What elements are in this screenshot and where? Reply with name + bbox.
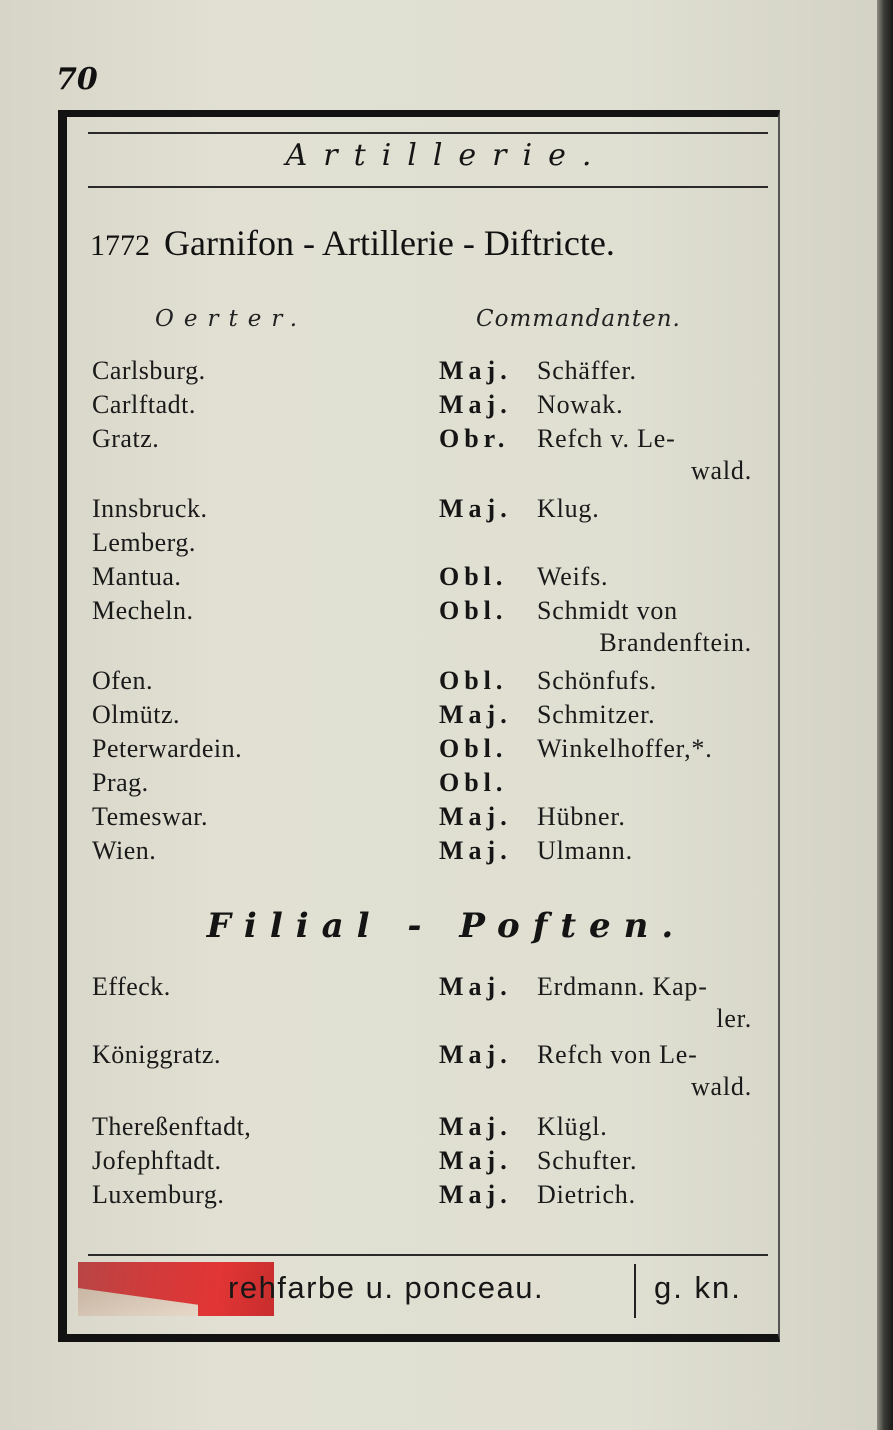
commander-text: Schönfufs. — [537, 666, 657, 695]
footer-divider — [634, 1264, 636, 1318]
commander-continuation: Brandenftein. — [599, 628, 752, 657]
top-rule — [88, 132, 768, 134]
place-name: Jofephftadt. — [92, 1146, 222, 1175]
rank: Maj. — [439, 700, 512, 729]
rank: Obr. — [439, 424, 510, 453]
place-name: Luxemburg. — [92, 1180, 225, 1209]
commander-text: Schäffer. — [537, 356, 637, 385]
place-name: Wien. — [92, 836, 157, 865]
uniform-colors-bar — [68, 1258, 778, 1324]
rank: Obl. — [439, 768, 508, 797]
post-row — [0, 1180, 893, 1214]
heading-title: Garnifon - Artillerie - Diftricte. — [164, 223, 615, 263]
place-name: Königgratz. — [92, 1040, 221, 1069]
filial-posts-title: Filial - Poften. — [206, 906, 687, 946]
uniform-colors: rehfarbe u. ponceau. — [228, 1270, 545, 1305]
commander-name — [537, 1180, 767, 1210]
column-head-places: Oerter. — [155, 306, 308, 332]
commander-name — [537, 596, 767, 660]
commander-name — [537, 1146, 767, 1176]
district-row — [0, 768, 893, 802]
rank: Maj. — [439, 836, 512, 865]
commander-name — [537, 390, 767, 420]
rank: Maj. — [439, 1112, 512, 1141]
commander-text: Ulmann. — [537, 836, 633, 865]
district-row — [0, 700, 893, 734]
rank: Obl. — [439, 562, 508, 591]
commander-text: Schufter. — [537, 1146, 638, 1175]
page-number: 70 — [56, 62, 98, 97]
title-rule — [88, 186, 768, 188]
commander-name — [537, 972, 767, 1036]
rank: Obl. — [439, 596, 508, 625]
commander-name — [537, 666, 767, 696]
rank: Maj. — [439, 390, 512, 419]
commander-name — [537, 802, 767, 832]
column-head-commanders: Commandanten. — [476, 306, 681, 332]
district-row — [0, 562, 893, 596]
rank: Maj. — [439, 494, 512, 523]
button-code: g. kn. — [654, 1270, 742, 1305]
district-row — [0, 666, 893, 700]
commander-name — [537, 356, 767, 386]
commander-text: Erdmann. Kap- — [537, 972, 708, 1001]
district-row — [0, 494, 893, 528]
post-row — [0, 1146, 893, 1180]
commander-text: Schmitzer. — [537, 700, 656, 729]
place-name: Gratz. — [92, 424, 160, 453]
district-row — [0, 356, 893, 390]
commander-text: Refch von Le- — [537, 1040, 698, 1069]
place-name: Thereßenftadt, — [92, 1112, 252, 1141]
commander-name — [537, 562, 767, 592]
district-row — [0, 528, 893, 562]
commander-continuation: wald. — [690, 1072, 752, 1101]
footer-rule — [88, 1254, 768, 1256]
place-name: Mecheln. — [92, 596, 194, 625]
rank: Obl. — [439, 734, 508, 763]
commander-text: Weifs. — [537, 562, 609, 591]
post-row — [0, 1040, 893, 1108]
commander-text: Klug. — [537, 494, 600, 523]
commander-name — [537, 1040, 767, 1104]
commander-text: Klügl. — [537, 1112, 608, 1141]
place-name: Innsbruck. — [92, 494, 208, 523]
place-name: Olmütz. — [92, 700, 180, 729]
place-name: Carlftadt. — [92, 390, 196, 419]
post-row — [0, 1112, 893, 1146]
rank: Maj. — [439, 1180, 512, 1209]
commander-name — [537, 494, 767, 524]
place-name: Temeswar. — [92, 802, 209, 831]
commander-text: Refch v. Le- — [537, 424, 676, 453]
district-row — [0, 596, 893, 664]
rank: Maj. — [439, 802, 512, 831]
heading-year: 1772 — [90, 229, 150, 262]
commander-name — [537, 700, 767, 730]
place-name: Lemberg. — [92, 528, 196, 557]
commander-text: Nowak. — [537, 390, 624, 419]
commander-continuation: wald. — [690, 456, 752, 485]
place-name: Carlsburg. — [92, 356, 206, 385]
rank: Maj. — [439, 356, 512, 385]
district-heading — [90, 222, 770, 264]
commander-text: Dietrich. — [537, 1180, 636, 1209]
commander-name — [537, 836, 767, 866]
district-row — [0, 734, 893, 768]
place-name: Prag. — [92, 768, 149, 797]
section-title: Artillerie. — [285, 138, 608, 173]
district-row — [0, 836, 893, 870]
district-row — [0, 390, 893, 424]
district-row — [0, 802, 893, 836]
commander-text: Schmidt von — [537, 596, 678, 625]
place-name: Ofen. — [92, 666, 153, 695]
commander-name — [537, 734, 767, 764]
commander-continuation: ler. — [716, 1004, 752, 1033]
rank: Maj. — [439, 972, 512, 1001]
commander-name — [537, 1112, 767, 1142]
commander-text: Winkelhoffer,*. — [537, 734, 713, 763]
rank: Obl. — [439, 666, 508, 695]
rank: Maj. — [439, 1040, 512, 1069]
post-row — [0, 972, 893, 1040]
place-name: Mantua. — [92, 562, 182, 591]
district-row — [0, 424, 893, 492]
place-name: Effeck. — [92, 972, 171, 1001]
rank: Maj. — [439, 1146, 512, 1175]
place-name: Peterwardein. — [92, 734, 243, 763]
commander-name — [537, 424, 767, 488]
commander-text: Hübner. — [537, 802, 626, 831]
